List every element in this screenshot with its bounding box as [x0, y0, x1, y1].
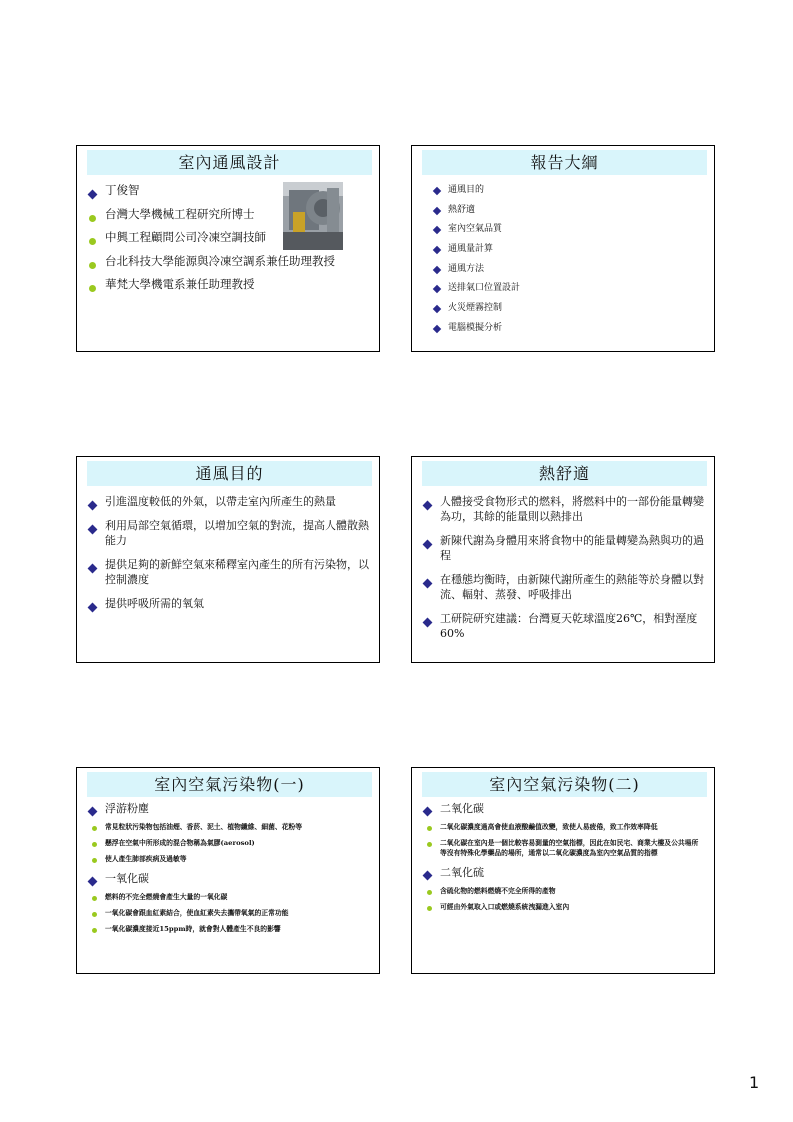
list-item: 一氧化碳會跟血紅素結合，使血紅素失去攜帶氧氣的正常功能 — [89, 908, 369, 918]
list-item: 常見粒狀污染物包括油煙、香菸、泥土、植物纖維、細菌、花粉等 — [89, 822, 369, 832]
diamond-bullet-icon — [88, 501, 98, 511]
slide-title: 熱舒適 — [422, 461, 707, 486]
list-item: 通風量計算 — [434, 244, 704, 264]
list-item: 台北科技大學能源與冷凍空調系兼任助理教授 — [89, 254, 369, 278]
list-item: 燃料的不完全燃燒會產生大量的一氧化碳 — [89, 892, 369, 902]
list-item: 提供呼吸所需的氧氣 — [89, 596, 369, 611]
diamond-bullet-icon — [423, 540, 433, 550]
list-item: 熱舒適 — [434, 205, 704, 225]
diamond-bullet-icon — [88, 603, 98, 613]
list-item: 可經由外氣取入口或燃燒系統洩漏進入室內 — [424, 902, 704, 912]
section-heading: 浮游粉塵 — [89, 802, 369, 816]
dot-bullet-icon — [89, 238, 96, 245]
list-item: 火災煙霧控制 — [434, 303, 704, 323]
diamond-bullet-icon — [423, 579, 433, 589]
slide-title: 報告大綱 — [422, 150, 707, 175]
diamond-bullet-icon — [433, 206, 441, 214]
diamond-bullet-icon — [433, 285, 441, 293]
diamond-bullet-icon — [423, 501, 433, 511]
slide-title: 室內空氣污染物(一) — [87, 772, 372, 797]
slide-3 — [76, 456, 380, 663]
list-item: 通風目的 — [434, 185, 704, 205]
slide-5 — [76, 767, 380, 974]
diamond-bullet-icon — [88, 190, 98, 200]
dot-bullet-icon — [92, 928, 97, 933]
diamond-bullet-icon — [433, 246, 441, 254]
slide-title: 通風目的 — [87, 461, 372, 486]
slide-4 — [411, 456, 715, 663]
list-item: 電腦模擬分析 — [434, 323, 704, 343]
dot-bullet-icon — [427, 826, 432, 831]
list-item: 新陳代謝為身體用來將食物中的能量轉變為熱與功的過程 — [424, 533, 704, 563]
section-heading: 一氧化碳 — [89, 872, 369, 886]
dot-bullet-icon — [92, 858, 97, 863]
list-item: 二氧化碳在室內是一個比較容易測量的空氣指標，因此在如民宅、商業大樓及公共場所等沒有特殊化學藥品的場所，通常以二氧化碳濃度為室內空氣品質的指標 — [424, 838, 704, 858]
list-item: 丁俊智 — [89, 183, 369, 207]
dot-bullet-icon — [427, 906, 432, 911]
list-item: 二氧化碳濃度過高會使血液酸鹼值改變，致使人易疲倦，致工作效率降低 — [424, 822, 704, 832]
diamond-bullet-icon — [88, 525, 98, 535]
diamond-bullet-icon — [88, 564, 98, 574]
list-item: 工研院研究建議：台灣夏天乾球溫度26℃，相對溼度60% — [424, 611, 704, 641]
diamond-bullet-icon — [433, 325, 441, 333]
slide-6 — [411, 767, 715, 974]
list-item: 含硫化物的燃料燃燒不完全所得的產物 — [424, 886, 704, 896]
list-item: 在穩態均衡時，由新陳代謝所產生的熱能等於身體以對流、輻射、蒸發、呼吸排出 — [424, 572, 704, 602]
list-item: 引進溫度較低的外氣，以帶走室內所產生的熱量 — [89, 494, 369, 509]
diamond-bullet-icon — [88, 807, 98, 817]
diamond-bullet-icon — [423, 618, 433, 628]
dot-bullet-icon — [92, 896, 97, 901]
diamond-bullet-icon — [423, 807, 433, 817]
list-item: 通風方法 — [434, 264, 704, 284]
list-item: 送排氣口位置設計 — [434, 283, 704, 303]
slide-1 — [76, 145, 380, 352]
dot-bullet-icon — [427, 890, 432, 895]
list-item: 室內空氣品質 — [434, 224, 704, 244]
diamond-bullet-icon — [433, 305, 441, 313]
list-item: 一氧化碳濃度接近15ppm時，就會對人體產生不良的影響 — [89, 924, 369, 934]
list-item: 使人產生肺部疾病及過敏等 — [89, 854, 369, 864]
list-item: 懸浮在空氣中所形成的混合物稱為氣膠(aerosol) — [89, 838, 369, 848]
list-item: 台灣大學機械工程研究所博士 — [89, 207, 369, 231]
slide-title: 室內空氣污染物(二) — [422, 772, 707, 797]
diamond-bullet-icon — [433, 226, 441, 234]
dot-bullet-icon — [89, 285, 96, 292]
page-number: 1 — [749, 1073, 760, 1092]
dot-bullet-icon — [92, 826, 97, 831]
diamond-bullet-icon — [433, 187, 441, 195]
section-heading: 二氧化碳 — [424, 802, 704, 816]
dot-bullet-icon — [89, 215, 96, 222]
dot-bullet-icon — [92, 912, 97, 917]
slide-title: 室內通風設計 — [87, 150, 372, 175]
diamond-bullet-icon — [423, 871, 433, 881]
list-item: 人體接受食物形式的燃料，將燃料中的一部份能量轉變為功，其餘的能量則以熱排出 — [424, 494, 704, 524]
dot-bullet-icon — [427, 842, 432, 847]
list-item: 中興工程顧問公司冷凍空調技師 — [89, 230, 369, 254]
diamond-bullet-icon — [433, 266, 441, 274]
list-item: 提供足夠的新鮮空氣來稀釋室內產生的所有污染物，以控制濃度 — [89, 557, 369, 587]
slide-2 — [411, 145, 715, 352]
dot-bullet-icon — [92, 842, 97, 847]
list-item: 利用局部空氣循環，以增加空氣的對流，提高人體散熱能力 — [89, 518, 369, 548]
section-heading: 二氧化硫 — [424, 866, 704, 880]
dot-bullet-icon — [89, 262, 96, 269]
list-item: 華梵大學機電系兼任助理教授 — [89, 277, 369, 301]
diamond-bullet-icon — [88, 877, 98, 887]
